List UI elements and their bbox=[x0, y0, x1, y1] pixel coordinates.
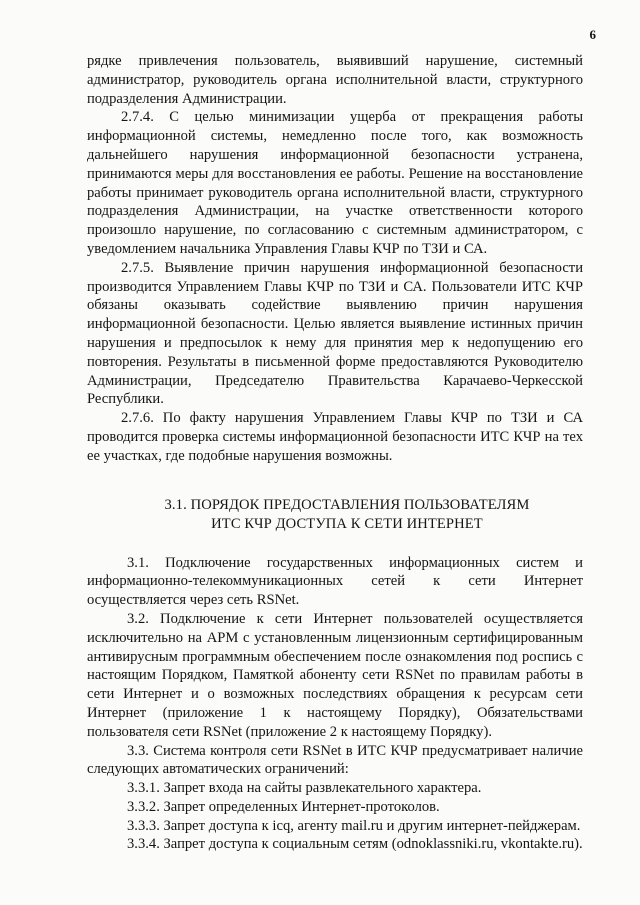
paragraph-continuation: рядке привлечения пользователь, выявивший нарушение, системный администратор, руководитель органа исполнительной власти, структурного подразделения Администрации. bbox=[87, 53, 583, 107]
page-number: 6 bbox=[589, 27, 596, 42]
paragraph-3-2: 3.2. Подключение к сети Интернет пользователей осуществляется исключительно на АРМ с установленным лицензионным сертифицированным антивирусным программным обеспечением после ознакомления под роспись с настоящим Порядком, Памяткой абоненту сети RSNet по правилам работы в сети Интернет и о возможных последствиях обращения к ресурсам сети Интернет (приложение 1 к настоящему Порядку), Обязательствами пользователя сети RSNet (приложение 2 к настоящему Порядку). bbox=[87, 610, 583, 740]
paragraph-3-3: 3.3. Система контроля сети RSNet в ИТС КЧР предусматривает наличие следующих автоматических ограничений: bbox=[87, 742, 583, 778]
paragraph-2-7-6: 2.7.6. По факту нарушения Управлением Главы КЧР по ТЗИ и СА проводится проверка системы информационной безопасности ИТС КЧР на тех ее участках, где подобные нарушения возможны. bbox=[87, 410, 583, 464]
list-item-3-3-2: 3.3.2. Запрет определенных Интернет-протоколов. bbox=[127, 798, 440, 815]
document-body bbox=[87, 52, 583, 854]
section-title bbox=[87, 496, 583, 534]
section-title-line-2: ИТС КЧР ДОСТУПА К СЕТИ ИНТЕРНЕТ bbox=[211, 515, 483, 532]
paragraph-2-7-4: 2.7.4. С целью минимизации ущерба от прекращения работы информационной системы, немедленно после того, как возможность дальнейшего нарушения информационной безопасности устранена, принимаются меры для восстановления ее работы. Решение на восстановление работы принимает руководитель органа исполнительной власти, структурного подразделения Администрации, на участке ответственности которого произошло нарушение, по согласованию с системным администратором, с уведомлением начальника Управления Главы КЧР по ТЗИ и СА. bbox=[87, 109, 583, 257]
list-item-3-3-3: 3.3.3. Запрет доступа к icq, агенту mail.ru и другим интернет-пейджерам. bbox=[127, 817, 581, 834]
paragraph-3-1: 3.1. Подключение государственных информационных систем и информационно-телекоммуникационных сетей к сети Интернет осуществляется через сеть RSNet. bbox=[87, 554, 583, 609]
section-title-line-1: 3.1. ПОРЯДОК ПРЕДОСТАВЛЕНИЯ ПОЛЬЗОВАТЕЛЯМ bbox=[164, 496, 530, 513]
list-item-3-3-1: 3.3.1. Запрет входа на сайты развлекательного характера. bbox=[127, 780, 482, 797]
paragraph-2-7-5: 2.7.5. Выявление причин нарушения информационной безопасности производится Управлением Главы КЧР по ТЗИ и СА. Пользователи ИТС КЧР обязаны оказывать содействие выявлению причин нарушения информационной безопасности. Целью является выявление истинных причин нарушения и предпосылок к нему для принятия мер к недопущению его повторения. Результаты в письменной форме предоставляются Руководителю Администрации, Председателю Правительства Карачаево-Черкесской Республики. bbox=[87, 259, 583, 408]
list-item-3-3-4: 3.3.4. Запрет доступа к социальным сетям (odnoklassniki.ru, vkontakte.ru). bbox=[127, 836, 583, 853]
